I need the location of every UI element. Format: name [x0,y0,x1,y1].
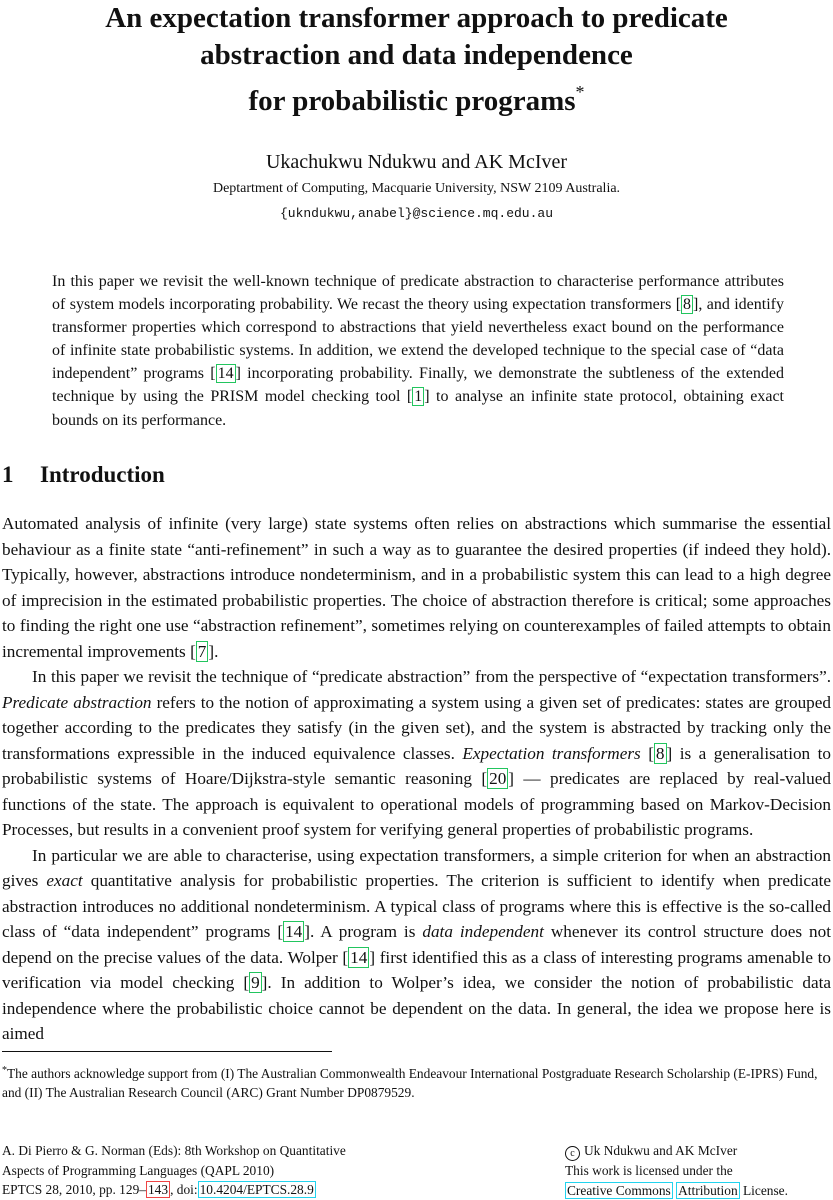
abstract-text-3: incorporating probability. Finally, we demonstrate the subtleness of the extended technique by using the PRISM model checking tool [52,365,784,406]
title-footnote-mark: * [575,82,585,102]
section-title: Introduction [40,462,165,487]
citation-link[interactable]: [ 8 ] [675,296,699,314]
copyright-line [565,1141,833,1161]
citation-number[interactable]: 14 [350,947,368,967]
email-user: {ukndukwu,anabel} [279,206,413,221]
email-domain: @science.mq.edu.au [412,206,554,221]
paragraph-3: In particular we are able to characterise, using expectation transformers, a simple criterion for when an abstraction gives exact quantitative analysis for probabilistic properties. The criterion is sufficient to identify when predicate abstraction introduces no additional nondeterminism. A typical class of programs where this is effective is the so-called class of “data independent” programs [ 14 ]. A program is data independent whenever its control structure does not depend on the precise values of the data. Wolper [ 14 ] first identified this as a class of interesting programs amenable to verification via model checking [ 9 ]. In addition to Wolper’s idea, we consider the notion of probabilistic data independence where the probabilistic choice cannot be dependent on the data. In general, the idea we propose here is aimed [2,845,831,1043]
text-run: . In addition to Wolper’s idea, we consider the notion of probabilistic data independence where the probabilistic choice cannot be dependent on the data. In general, the idea we propose here is aimed [2,973,831,1043]
abstract-text-2: , and identify transformer properties which correspond to abstractions that yield nevertheless exact bound on the performance of infinite state probabilistic systems. In addition, we extend the developed technique to the special case of “data independent” programs [52,296,784,383]
citation-link[interactable]: [ 1 ] [406,388,430,406]
section-number: 1 [2,462,14,487]
email [0,205,833,223]
footnote-divider [2,1051,332,1052]
text-run: first identified this as a class of interesting programs amenable to verification via model checking [2,947,831,992]
paper-title [0,0,833,120]
text-run: is a generalisation to probabilistic systems of Hoare/Dijkstra-style semantic reasoning [2,743,831,788]
license-line: This work is licensed under the [565,1163,733,1178]
publication-line-2: Aspects of Programming Languages (QAPL 2010) [2,1162,275,1178]
citation-number[interactable]: 1 [414,388,423,406]
footnote [2,1061,831,1102]
title-line-2: abstraction and data independence [200,39,633,71]
italic-term: Expectation transformers [462,743,641,763]
text-run: . A program is [310,922,423,941]
section-heading [2,460,165,490]
citation-number[interactable]: 14 [285,922,303,941]
text-run: whenever its control structure does not depend on the precise values of the data. Wolper [2,922,831,967]
pages-text: EPTCS 28, 2010, pp. 129– [2,1182,146,1197]
citation-number[interactable]: 8 [683,296,692,314]
paragraph-2: In this paper we revisit the technique of “predicate abstraction” from the perspective of “expectation transformers”. Predicate abstraction refers to the notion of approximating a system using a given set of predicates: states are grouped together according to the predicates they satisfy (in the given set), and the system is abstracted by tracking only the transformations expressible in the induced equivalence classes. Expectation transformers [ 8 ] is a generalisation to probabilistic systems of Hoare/Dijkstra-style semantic reasoning [ 20 ] — predicates are replaced by real-valued functions of the state. The approach is equivalent to operational models of programming based on Markov-Decision Processes, but results in a convenient proof system for verifying general properties of probabilistic programs. [2,667,832,839]
italic-term: exact [46,871,83,890]
license-link-line [565,1181,833,1200]
copyright-holders: Uk Ndukwu and AK McIver [584,1143,738,1158]
doi-link[interactable]: 10.4204/EPTCS.28.9 [199,1182,314,1197]
text-run: quantitative analysis for probabilistic properties. The criterion is sufficient to identify when predicate abstraction introduces no additional nondeterminism. A typical class of programs where this is effective is the so-called class of “data independent” programs [2,871,831,941]
italic-term: data independent [422,922,544,941]
text-run: . [214,641,219,661]
publication-line-3 [2,1180,502,1200]
title-line-1: An expectation transformer approach to predicate [105,2,728,34]
page-end-link[interactable]: 143 [147,1182,169,1197]
paragraph-1: Automated analysis of infinite (very large) state systems often relies on abstractions which summarise the essential behaviour as a finite state “anti-refinement” in such a way as to guarantee the desired properties (if indeed they hold). Typically, however, abstractions introduce nondeterminism, and in a probabilistic system this can lead to a high degree of imprecision in the estimated probabilistic properties. The choice of abstraction therefore is critical; some approaches to finding the right one use “abstraction refinement”, sometimes relying on counterexamples of failed attempts to obtain incremental improvements [ 7 ]. [2,514,831,661]
title-line-3-text: for probabilistic programs [248,85,576,117]
footnote-mark: * [2,1065,7,1076]
text-run: Automated analysis of infinite (very large) state systems often relies on abstractions which summarise the essential behaviour as a finite state “anti-refinement” in such a way as to guarantee the desired properties (if indeed they hold). Typically, however, abstractions introduce nondeterminism, and in a probabilistic system this can lead to a high degree of imprecision in the estimated probabilistic properties. The choice of abstraction therefore is critical; some approaches to finding the right one use “abstraction refinement”, sometimes relying on counterexamples of failed attempts to obtain incremental improvements [2,514,831,661]
text-run: In this paper we revisit the technique of “predicate abstraction” from the perspective of “expectation transformers”. [32,667,831,686]
citation-number[interactable]: 9 [251,973,260,992]
title-line-3 [0,74,833,120]
abstract-text-1: In this paper we revisit the well-known technique of predicate abstraction to characterise performance attributes of system models incorporating probability. We recast the theory using expectation transformers [52,273,784,314]
attribution-link[interactable]: Attribution [678,1182,738,1198]
license-info [565,1141,833,1200]
license-suffix: License. [739,1182,788,1198]
citation-number[interactable]: 14 [217,365,234,383]
affiliation: Deptartment of Computing, Macquarie University, NSW 2109 Australia. [212,181,621,196]
citation-number[interactable]: 7 [197,641,207,661]
footnote-text: The authors acknowledge support from (I) The Australian Commonwealth Endeavour International Postgraduate Research Scholarship (E-IPRS) Fund, and (II) The Australian Research Council (ARC) Grant Number DP0879529. [2,1066,818,1100]
publication-info [2,1141,502,1200]
authors: Ukachukwu Ndukwu and AK McIver [265,151,568,173]
introduction-body [2,511,831,1047]
text-run: In particular we are able to characterise, using expectation transformers, a simple criterion for when an abstraction gives [2,845,831,890]
citation-link[interactable]: [ 14 ] [210,365,241,383]
abstract [52,270,784,432]
text-run: refers to the notion of approximating a system using a given set of predicates: states are grouped together according to the predicates they satisfy (in the given set), and the system is abstracted by tracking only the transformations expressible in the induced equivalence classes. [2,692,832,763]
publication-line-1: A. Di Pierro & G. Norman (Eds): 8th Workshop on Quantitative [2,1143,346,1158]
creative-commons-link[interactable]: Creative Commons [567,1182,671,1198]
doi-label: , doi: [170,1182,198,1197]
italic-term: Predicate abstraction [2,692,152,712]
citation-number[interactable]: 20 [489,769,507,788]
copyright-icon: c [565,1146,580,1161]
abstract-text-4: to analyse an infinite state protocol, obtaining exact bounds on its performance. [52,388,784,429]
citation-number[interactable]: 8 [655,743,665,763]
text-run: — predicates are replaced by real-valued functions of the state. The approach is equivalent to operational models of programming based on Markov-Decision Processes, but results in a convenient proof system for verifying general properties of probabilistic programs. [2,769,831,839]
